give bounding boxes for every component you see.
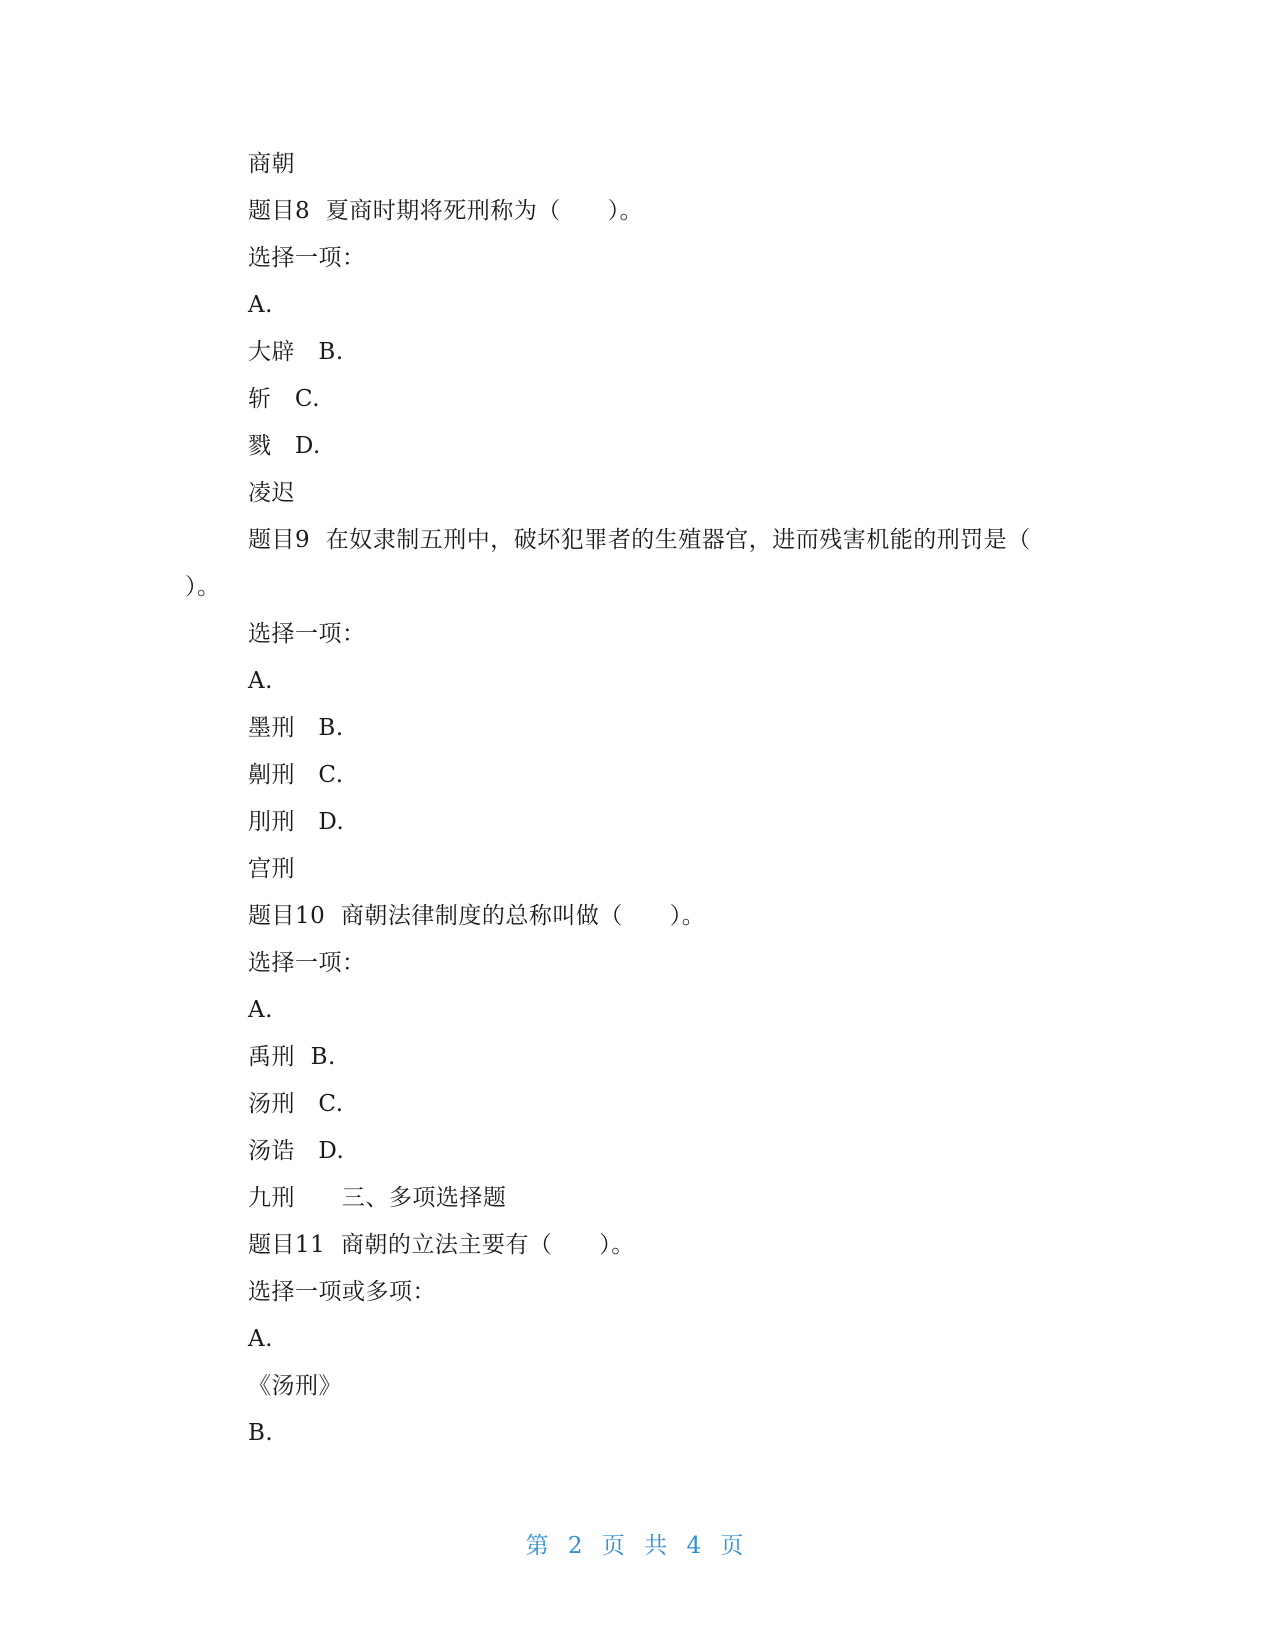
option-line: A. (248, 1326, 273, 1352)
option-line: A. (248, 292, 273, 318)
option-line: 《汤刑》 (248, 1373, 342, 1399)
option-line: A. (248, 668, 273, 694)
option-line: 禹刑 B. (248, 1044, 336, 1070)
option-line: B. (248, 1420, 274, 1446)
option-line: 宫刑 (248, 856, 295, 882)
option-line: 汤刑 C. (248, 1091, 344, 1117)
question-10-title: 题目10 商朝法律制度的总称叫做（ ）。 (248, 903, 706, 929)
option-line: 大辟 B. (248, 339, 344, 365)
option-line: 劓刑 C. (248, 762, 344, 788)
option-line: 刖刑 D. (248, 809, 345, 835)
option-line: 斩 C. (248, 386, 321, 412)
question-9-title-continued: ）。 (185, 574, 221, 600)
option-line: 凌迟 (248, 480, 295, 506)
page-number-footer: 第 2 页 共 4 页 (525, 1533, 750, 1559)
option-line: 墨刑 B. (248, 715, 344, 741)
option-line: 汤诰 D. (248, 1138, 345, 1164)
question-9-title: 题目9 在奴隶制五刑中，破坏犯罪者的生殖器官，进而残害机能的刑罚是（ (248, 527, 1031, 553)
question-11-title: 题目11 商朝的立法主要有（ ）。 (248, 1232, 635, 1258)
text-line: 商朝 (248, 151, 295, 177)
question-8-instruction: 选择一项： (248, 245, 366, 271)
question-10-instruction: 选择一项： (248, 950, 366, 976)
question-9-instruction: 选择一项： (248, 621, 366, 647)
option-line: 戮 D. (248, 433, 321, 459)
question-8-title: 题目8 夏商时期将死刑称为（ ）。 (248, 198, 644, 224)
question-11-instruction: 选择一项或多项： (248, 1279, 436, 1305)
option-line: A. (248, 997, 273, 1023)
section-heading-line: 九刑 三、多项选择题 (248, 1185, 507, 1211)
